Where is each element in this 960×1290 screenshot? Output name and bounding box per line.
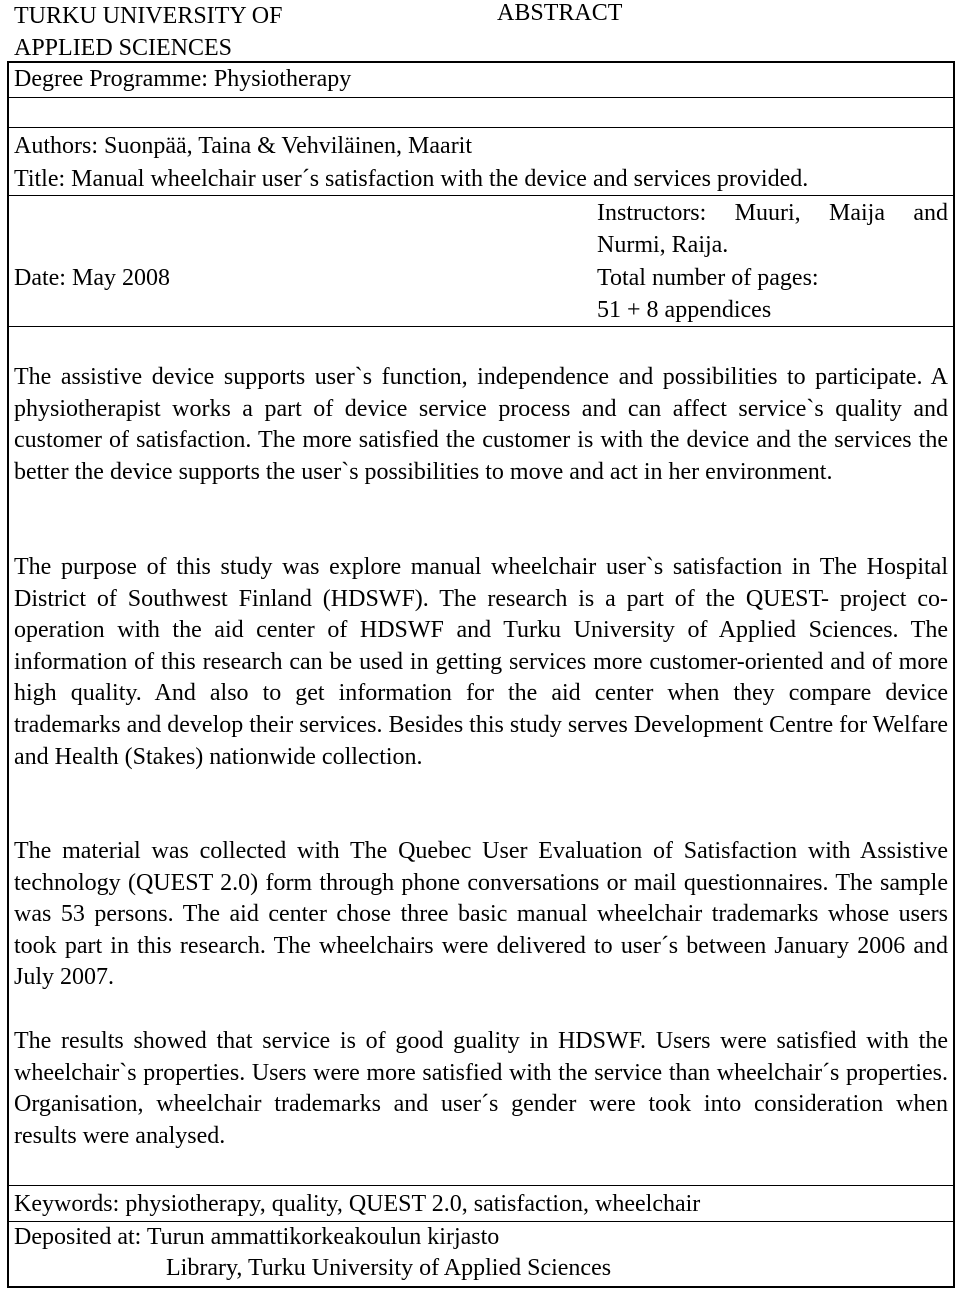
deposited-at: Deposited at: Turun ammattikorkeakoulun kirjasto <box>14 1224 500 1250</box>
document-type: ABSTRACT <box>497 0 623 26</box>
abstract-paragraph-3 <box>14 836 948 994</box>
authors: Authors: Suonpää, Taina & Vehviläinen, Maarit <box>14 133 473 159</box>
institution-line-1: TURKU UNIVERSITY OF <box>14 3 283 29</box>
date: Date: May 2008 <box>14 265 170 291</box>
total-pages-label: Total number of pages: <box>597 265 819 291</box>
institution-line-2: APPLIED SCIENCES <box>14 35 233 61</box>
abstract-text: The purpose of this study was explore manual wheelchair user`s satisfaction in The Hospital District of Southwest Finland (HDSWF). The research is a part of the QUEST- project co-operation with the aid center of HDSWF and Turku University of Applied Sciences. The information of this research can be used in getting services more customer-oriented and of more high quality. And also to get information for the aid center when they compare device trademarks and develop their services. Besides this study serves Development Centre for Welfare and Health (Stakes) nationwide collection. <box>14 554 948 770</box>
abstract-text: The material was collected with The Quebec User Evaluation of Satisfaction with Assistive technology (QUEST 2.0) form through phone conversations or mail questionnaires. The sample was 53 persons. The aid center chose three basic manual wheelchair trademarks whose users took part in this research. The wheelchairs were delivered to user´s between January 2006 and July 2007. <box>14 838 948 991</box>
abstract-paragraph-4 <box>14 1026 948 1152</box>
divider <box>7 97 955 98</box>
abstract-paragraph-1 <box>14 362 948 488</box>
thesis-title: Title: Manual wheelchair user´s satisfaction with the device and services provided. <box>14 166 809 192</box>
divider <box>7 1185 955 1186</box>
abstract-paragraph-2 <box>14 552 948 773</box>
keywords: Keywords: physiotherapy, quality, QUEST 2.0, satisfaction, wheelchair <box>14 1191 701 1217</box>
abstract-text: The assistive device supports user`s function, independence and possibilities to participate. A physiotherapist works a part of device service process and can affect service`s quality and customer of satisfaction. The more satisfied the customer is with the device and the services the better the device supports the user`s possibilities to move and act in her environment. <box>14 364 948 485</box>
instructors-line-2: Nurmi, Raija. <box>597 232 729 258</box>
abstract-text: The results showed that service is of good guality in HDSWF. Users were satisfied with the wheelchair`s properties. Users were more satisfied with the service than wheelchair´s properties. Organisation, wheelchair trademarks and user´s gender were took into consideration when results were analysed. <box>14 1028 948 1149</box>
divider <box>7 195 955 196</box>
divider <box>7 326 955 327</box>
degree-programme: Degree Programme: Physiotherapy <box>14 66 352 92</box>
deposited-library: Library, Turku University of Applied Sciences <box>166 1255 612 1281</box>
instructors-line-1: Instructors: Muuri, Maija and <box>597 200 948 226</box>
institution-name <box>14 0 282 64</box>
total-pages-value: 51 + 8 appendices <box>597 297 772 323</box>
divider <box>7 127 955 128</box>
